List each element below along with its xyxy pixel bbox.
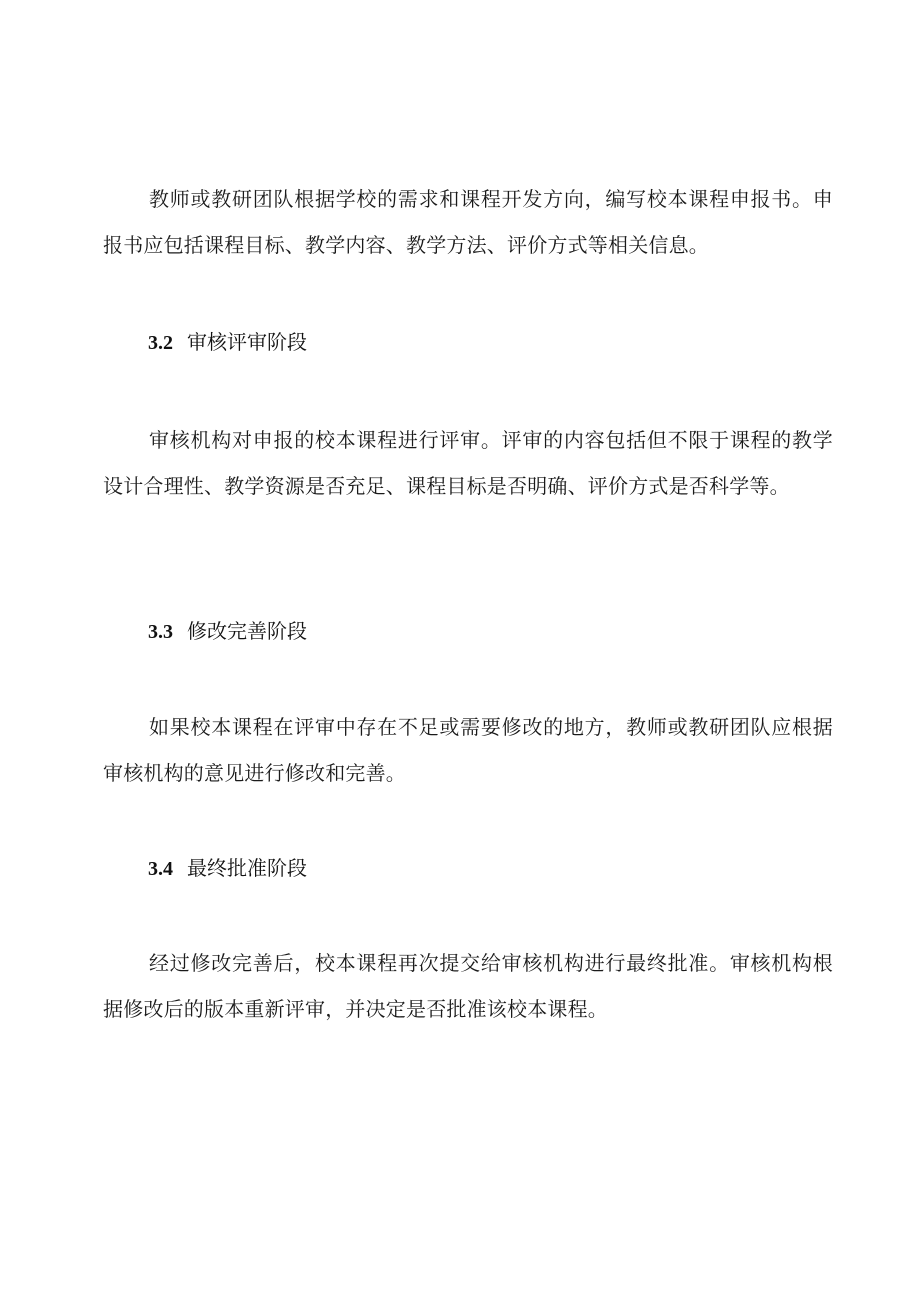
section-number: 3.4 (148, 858, 173, 880)
section-heading-3-3 (148, 616, 307, 647)
paragraph-review-block (103, 417, 833, 509)
section-title: 修改完善阶段 (187, 619, 307, 643)
section-title: 最终批准阶段 (187, 856, 307, 880)
paragraph-revise: 如果校本课程在评审中存在不足或需要修改的地方，教师或教研团队应根据审核机构的意见进行修改和完善。 (103, 715, 833, 785)
section-title: 审核评审阶段 (187, 330, 307, 354)
paragraph-intro: 教师或教研团队根据学校的需求和课程开发方向，编写校本课程申报书。申报书应包括课程目标、教学内容、教学方法、评价方式等相关信息。 (103, 187, 833, 257)
paragraph-review: 审核机构对申报的校本课程进行评审。评审的内容包括但不限于课程的教学设计合理性、教学资源是否充足、课程目标是否明确、评价方式是否科学等。 (103, 428, 833, 498)
section-heading-3-2 (148, 327, 307, 358)
paragraph-final: 经过修改完善后，校本课程再次提交给审核机构进行最终批准。审核机构根据修改后的版本重新评审，并决定是否批准该校本课程。 (103, 951, 833, 1021)
paragraph-intro-block (103, 176, 833, 268)
paragraph-final-block (103, 940, 833, 1032)
paragraph-revise-block (103, 704, 833, 796)
section-heading-3-4 (148, 853, 307, 884)
section-number: 3.2 (148, 332, 173, 354)
section-number: 3.3 (148, 621, 173, 643)
